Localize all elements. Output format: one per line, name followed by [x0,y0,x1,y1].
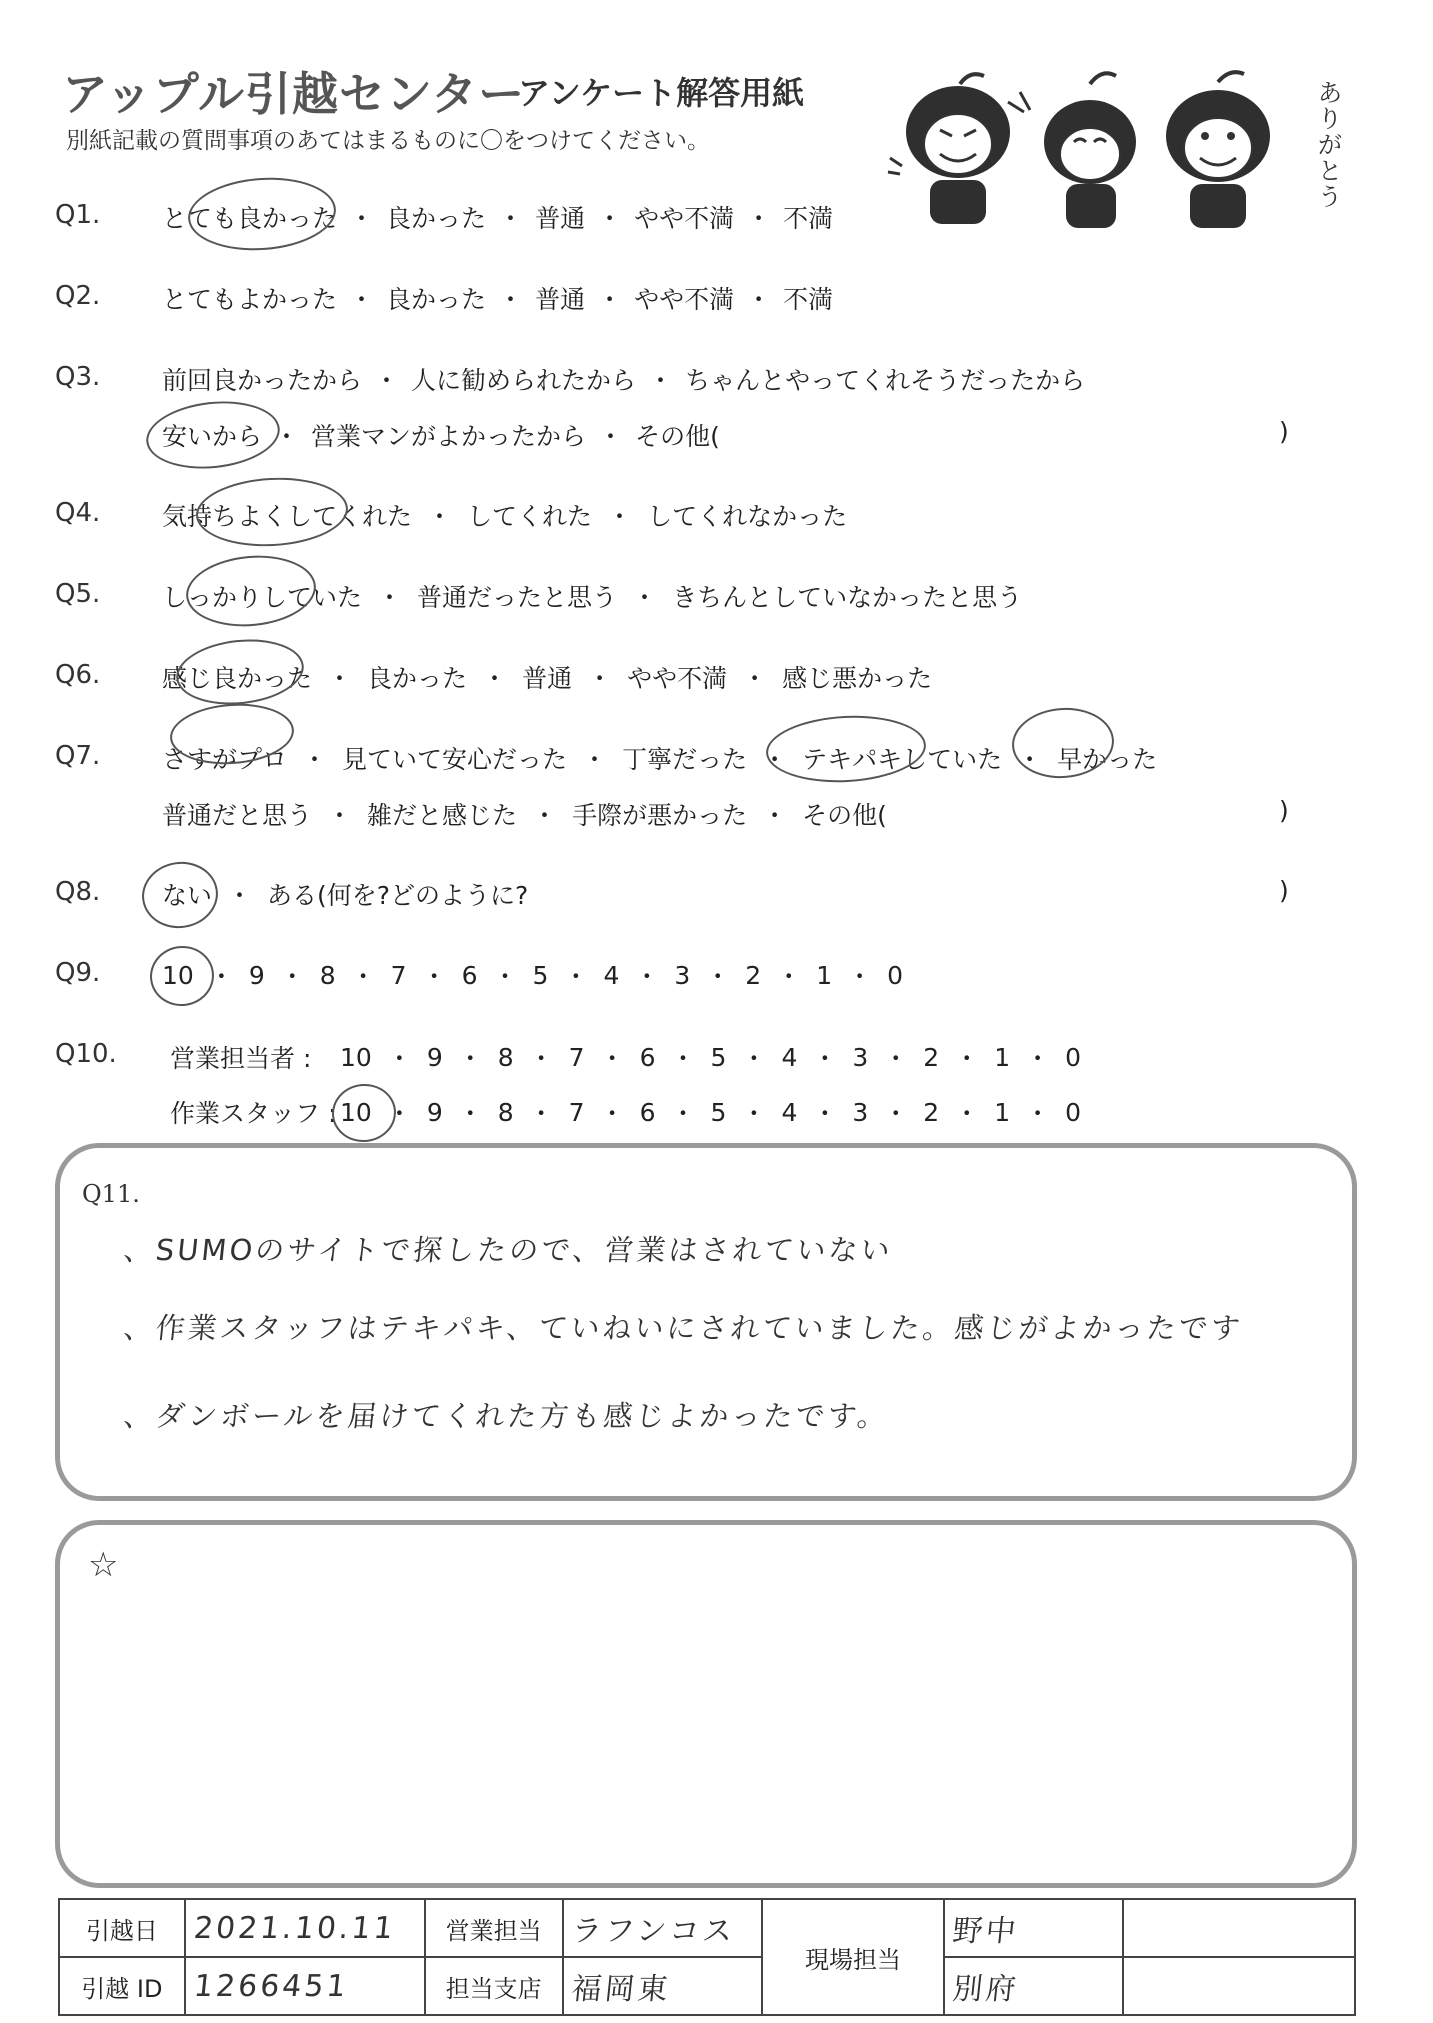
q10-staff-score-6[interactable]: 6 [639,1097,656,1127]
q10-sales-score-6[interactable]: 6 [639,1042,656,1072]
q2-option-5[interactable]: 不満 [783,285,834,314]
q11-comment-1: 、SUMOのサイトで探したので、営業はされていない [122,1233,895,1267]
q9-score-1[interactable]: 1 [816,960,833,990]
q10-sales-score-0[interactable]: 0 [1065,1042,1082,1072]
q8-options: ない ・ ある(何を?どのように? [162,876,528,912]
q4-options: 気持ちよくしてくれた ・ してくれた ・ してくれなかった [162,497,847,533]
q1-option-3[interactable]: 普通 [535,204,586,233]
q7-option-8[interactable]: 手際が悪かった [572,801,748,830]
q8-close-paren: ) [1279,876,1289,905]
q11-label: Q11. [82,1180,140,1208]
thank-you-caption: ありがとう [1318,79,1342,211]
q6-label: Q6. [55,660,101,690]
q3-options-line2: 安いから ・ 営業マンがよかったから ・ その他( [162,417,720,453]
q7-option-1[interactable]: さすがプロ [162,745,288,774]
q7-option-7[interactable]: 雑だと感じた [367,801,518,830]
q2-option-1[interactable]: とてもよかった [162,285,338,314]
q10-sales-score-7[interactable]: 7 [568,1042,585,1072]
q6-option-2[interactable]: 良かった [367,664,468,693]
q4-option-2[interactable]: してくれた [467,502,593,531]
star-icon: ☆ [88,1545,119,1585]
q9-score-4[interactable]: 4 [603,960,620,990]
q7-option-2[interactable]: 見ていて安心だった [342,745,568,774]
q10-staff-score-8[interactable]: 8 [497,1097,514,1127]
move-id-value: 1266451 [182,1957,428,2015]
instruction-text: 別紙記載の質問事項のあてはまるものに〇をつけてください。 [66,128,710,154]
company-title: アップル引越センター [62,67,526,121]
q2-option-2[interactable]: 良かった [386,285,487,314]
q7-option-6[interactable]: 普通だと思う [162,801,313,830]
q7-label: Q7. [55,741,101,771]
q10-staff-score-5[interactable]: 5 [710,1097,727,1127]
q9-score-0[interactable]: 0 [887,960,904,990]
q10-staff-score-0[interactable]: 0 [1065,1097,1082,1127]
q10-sales-score-9[interactable]: 9 [426,1042,443,1072]
site-rep-empty-1 [1123,1899,1355,1957]
q7-option-4[interactable]: テキパキしていた [802,745,1003,774]
q3-option-5[interactable]: 営業マンがよかったから [311,422,587,451]
q10-staff-label: 作業スタッフ : [170,1099,337,1128]
q10-label: Q10. [55,1039,117,1069]
q8-option-no[interactable]: ない [162,881,213,910]
q3-option-other[interactable]: その他( [635,422,720,451]
q10-staff-score-2[interactable]: 2 [923,1097,940,1127]
q9-score-5[interactable]: 5 [532,960,549,990]
monkey-laughing-icon [888,74,1010,224]
q3-label: Q3. [55,362,101,392]
q10-sales-score-1[interactable]: 1 [994,1042,1011,1072]
q7-option-3[interactable]: 丁寧だった [622,745,748,774]
q6-option-3[interactable]: 普通 [522,664,573,693]
q1-label: Q1. [55,200,101,230]
q9-scale: 10 ・ 9 ・ 8 ・ 7 ・ 6 ・ 5 ・ 4 ・ 3 ・ 2 ・ 1 ・ 0 [162,960,904,991]
q1-options: とても良かった ・ 良かった ・ 普通 ・ やや不満 ・ 不満 [162,199,833,235]
q9-score-2[interactable]: 2 [745,960,762,990]
extra-comment-box [55,1520,1357,1888]
q9-score-6[interactable]: 6 [461,960,478,990]
q5-option-2[interactable]: 普通だったと思う [417,583,618,612]
q11-comment-2: 、作業スタッフはテキパキ、ていねいにされていました。感じがよかったです [122,1311,1245,1345]
q2-option-4[interactable]: やや不満 [634,285,735,314]
q10-staff-score-10[interactable]: 10 [340,1097,372,1127]
q10-sales-score-10[interactable]: 10 [340,1042,372,1072]
q3-option-1[interactable]: 前回良かったから [162,366,363,395]
mascot-illustration [880,62,1340,242]
q7-options-line1: さすがプロ ・ 見ていて安心だった ・ 丁寧だった ・ テキパキしていた ・ 早かった [162,740,1157,776]
q9-score-3[interactable]: 3 [674,960,691,990]
q3-option-2[interactable]: 人に勧められたから [411,366,637,395]
move-id-label: 引越 ID [59,1957,185,2015]
site-rep-value-2: 別府 [941,1957,1127,2015]
q8-option-yes[interactable]: ある(何を?どのように? [267,881,529,910]
q5-label: Q5. [55,579,101,609]
q2-label: Q2. [55,281,101,311]
q10-sales-score-2[interactable]: 2 [923,1042,940,1072]
q4-option-1[interactable]: 気持ちよくしてくれた [162,502,413,531]
q1-option-2[interactable]: 良かった [386,204,487,233]
q3-close-paren: ) [1279,417,1289,446]
q3-option-3[interactable]: ちゃんとやってくれそうだったから [685,366,1086,395]
q4-option-3[interactable]: してくれなかった [647,502,848,531]
q10-sales-score-5[interactable]: 5 [710,1042,727,1072]
sales-rep-label: 営業担当 [425,1899,563,1957]
q5-option-3[interactable]: きちんとしていなかったと思う [672,583,1023,612]
q10-sales-score-4[interactable]: 4 [781,1042,798,1072]
q1-option-1[interactable]: とても良かった [162,204,338,233]
q10-staff-score-4[interactable]: 4 [781,1097,798,1127]
q9-score-9[interactable]: 9 [248,960,265,990]
q7-option-5[interactable]: 早かった [1057,745,1158,774]
q8-label: Q8. [55,877,101,907]
q7-option-other[interactable]: その他( [802,801,887,830]
q2-options: とてもよかった ・ 良かった ・ 普通 ・ やや不満 ・ 不満 [162,280,833,316]
q10-sales-score-3[interactable]: 3 [852,1042,869,1072]
q10-staff-row: 作業スタッフ : 10 ・ 9 ・ 8 ・ 7 ・ 6 ・ 5 ・ 4 ・ 3 ・ 2 ・ 1 ・ 0 [170,1094,1081,1130]
q6-option-4[interactable]: やや不満 [627,664,728,693]
q10-sales-score-8[interactable]: 8 [497,1042,514,1072]
q6-option-1[interactable]: 感じ良かった [162,664,313,693]
q10-staff-score-3[interactable]: 3 [852,1097,869,1127]
q11-comment-3: 、ダンボールを届けてくれた方も感じよかったです。 [122,1399,892,1433]
monkey-giggling-icon [1008,73,1136,228]
branch-value: 福岡東 [559,1957,765,2015]
q6-options: 感じ良かった ・ 良かった ・ 普通 ・ やや不満 ・ 感じ悪かった [162,659,932,695]
monkey-smiling-icon [1166,72,1270,228]
q7-close-paren: ) [1279,796,1289,825]
q4-label: Q4. [55,498,101,528]
q9-score-8[interactable]: 8 [319,960,336,990]
q10-staff-score-7[interactable]: 7 [568,1097,585,1127]
q7-options-line2: 普通だと思う ・ 雑だと感じた ・ 手際が悪かった ・ その他( [162,796,887,832]
q5-option-1[interactable]: しっかりしていた [162,583,363,612]
site-rep-label: 現場担当 [762,1899,944,2015]
q10-sales-label: 営業担当者 : [170,1044,312,1073]
q3-option-4[interactable]: 安いから [162,422,263,451]
q2-option-3[interactable]: 普通 [535,285,586,314]
q5-options: しっかりしていた ・ 普通だったと思う ・ きちんとしていなかったと思う [162,578,1022,614]
q10-staff-score-9[interactable]: 9 [426,1097,443,1127]
q10-sales-row: 営業担当者 : 10 ・ 9 ・ 8 ・ 7 ・ 6 ・ 5 ・ 4 ・ 3 ・ 2 ・ 1 ・ 0 [170,1039,1081,1075]
q10-staff-score-1[interactable]: 1 [994,1097,1011,1127]
q9-score-7[interactable]: 7 [390,960,407,990]
q1-option-5[interactable]: 不満 [783,204,834,233]
q1-option-4[interactable]: やや不満 [634,204,735,233]
sales-rep-value: ラフンコス [559,1899,765,1957]
form-title: アンケート解答用紙 [518,74,805,112]
branch-label: 担当支店 [425,1957,563,2015]
q9-score-10[interactable]: 10 [162,960,194,990]
q9-label: Q9. [55,958,101,988]
move-date-label: 引越日 [59,1899,185,1957]
site-rep-value-1: 野中 [941,1899,1127,1957]
move-date-value: 2021.10.11 [182,1899,428,1957]
q6-option-5[interactable]: 感じ悪かった [782,664,933,693]
site-rep-empty-2 [1123,1957,1355,2015]
move-info-table [58,1898,1356,2016]
q11-comment-box [55,1143,1357,1501]
q3-options-line1: 前回良かったから ・ 人に勧められたから ・ ちゃんとやってくれそうだったから [162,361,1085,397]
